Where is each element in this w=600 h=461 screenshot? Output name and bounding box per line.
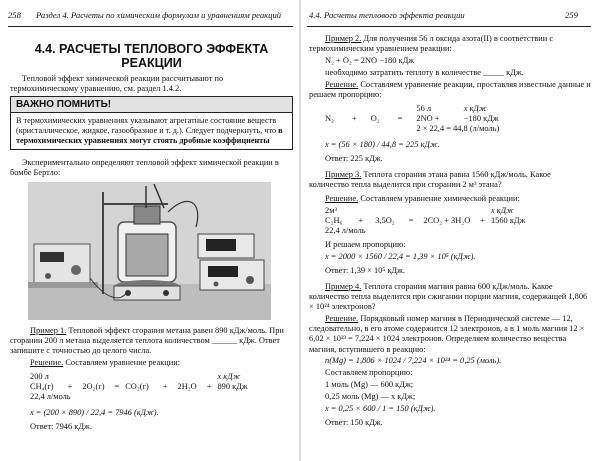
equation-2-mid-row (325, 114, 503, 124)
experiment-paragraph: Экспериментально определяют тепловой эффект химической реакции в бомбе Бертло: (10, 158, 279, 178)
equation-2-top-row (325, 104, 503, 114)
example-2-calculation: x = (56 × 180) / 44,8 = 225 кДж. (325, 140, 440, 149)
eq3-mid-5: + (480, 216, 485, 225)
example-3-label: Пример 3. (325, 170, 362, 179)
eq2-mid-4: 2NO + (416, 114, 440, 123)
equation-1-mid-row (30, 382, 252, 392)
eq3-mid-1: + (358, 216, 364, 225)
example-4-answer: Ответ: 150 кДж. (325, 418, 383, 427)
example-4-paragraph (309, 282, 591, 313)
example-3-paragraph (309, 170, 591, 190)
eq2-mid-2: O₂ (370, 114, 380, 123)
running-header-left: Раздел 4. Расчеты по химическим формулам и уравнениям реакций (36, 10, 282, 20)
section-title-line1: 4.4. РАСЧЕТЫ ТЕПЛОВОГО ЭФФЕКТА (34, 42, 269, 56)
important-note-body (11, 113, 292, 149)
example-1-label: Пример 1. (30, 326, 67, 335)
example-1-text: Тепловой эффект сгорания метана равен 890 кДж/моль. При сгорании 200 л метана выделяется теплота количеством ______ кДж. Ответ запишите с точностью до целого числа. (10, 326, 284, 356)
example-3-proportion: И решаем пропорцию: (325, 240, 406, 249)
eq2-top-0: 56 л (416, 104, 432, 113)
eq1-mid-0: CH₄(г) (30, 382, 54, 391)
example-4-moles: n(Mg) = 1,806 × 1024 / 7,224 × 10²⁴ = 0,25 (моль). (325, 356, 502, 365)
eq1-mid-3: = (114, 382, 120, 391)
left-page (0, 0, 299, 461)
eq2-mid-1: + (351, 114, 357, 123)
eq2-bottom: 2 × 22,4 = 44,8 (л/моль) (416, 124, 500, 133)
eq1-mid-8: 890 кДж (217, 382, 248, 391)
eq1-top-0: 200 л (30, 372, 49, 381)
example-4-proportion-2: 0,25 моль (Mg) — x кДж; (325, 392, 416, 401)
header-rule-left (8, 26, 293, 27)
running-header-right: 4.4. Расчеты теплового эффекта реакции (309, 10, 465, 20)
eq3-mid-3: = (408, 216, 414, 225)
eq3-mid-2: 3,5O₂ (375, 216, 395, 225)
example-2-answer: Ответ: 225 кДж. (325, 154, 383, 163)
example-2-paragraph (309, 34, 591, 54)
solution-label-2: Решение. (325, 80, 359, 89)
equation-3-top-row (325, 206, 529, 216)
example-3-equation (325, 206, 529, 236)
example-1-calculation: x = (200 × 890) / 22,4 = 7946 (кДж). (30, 408, 159, 417)
eq1-mid-2: 2O₂(г) (82, 382, 105, 391)
solution-text-4: Порядковый номер магния в Периодической системе — 12, следовательно, в его атоме содержится 12 электронов, а в 1 моль магния 12 × 6,02 × 10²³ = 7,224 × 1024 электронов. Определяем количество вещества магния, вступившего в реакцию: (309, 314, 585, 354)
important-note-title: ВАЖНО ПОМНИТЬ! (11, 97, 292, 113)
example-4-proportion-title: Составляем пропорцию: (325, 368, 413, 377)
eq3-mid-4: 2CO₂ + 3H₂O (423, 216, 471, 225)
eq1-mid-7: + (206, 382, 212, 391)
berthelot-bomb-photo (28, 182, 271, 320)
eq1-top-x: x кДж (217, 372, 241, 381)
page-number-right: 259 (565, 10, 578, 20)
header-rule-right (307, 26, 591, 27)
solution-text-3: Составляем уравнение химической реакции: (360, 194, 520, 203)
equation-3-mid-row (325, 216, 529, 226)
eq3-top-1: x кДж (490, 206, 514, 215)
section-title (10, 42, 293, 70)
eq2-mid-3: = (397, 114, 403, 123)
eq1-mid-1: + (67, 382, 73, 391)
eq2-mid-5: −180 кДж (463, 114, 499, 123)
eq3-bottom: 22,4 л/моль (325, 226, 366, 235)
example-4-calculation: x = 0,25 × 600 / 1 = 150 (кДж). (325, 404, 436, 413)
eq3-mid-6: 1560 кДж (490, 216, 526, 225)
important-note-box (10, 96, 293, 150)
example-4-label: Пример 4. (325, 282, 362, 291)
equation-3-bottom-row (325, 226, 529, 236)
section-title-line2: РЕАКЦИИ (121, 56, 182, 70)
right-page (301, 0, 600, 461)
solution-text-2: Составляем уравнение реакции, проставляя известные данные и решаем пропорцию: (309, 80, 591, 100)
eq2-top-1: x кДж (463, 104, 487, 113)
eq1-mid-6: 2H₂O (177, 382, 197, 391)
equation-1-top-row (30, 372, 252, 382)
important-note-text: В термохимических уравнениях указывают агрегатные состояние веществ (кристаллическое, жидкое, газообразное и т. д.). Следует подчеркнуть, что (16, 116, 277, 135)
example-2-equation-inline: N₂ + O₂ = 2NO −180 кДж (325, 56, 415, 65)
example-4-solution (309, 314, 591, 355)
equation-2-bottom-row (325, 124, 503, 134)
intro-paragraph: Тепловой эффект химической реакции рассчитывают по термохимическому уравнению, см. раздел 1.4.2. (10, 74, 224, 94)
important-note-bold: в термохимических уравнениях могут стоять дробные коэффициенты (16, 126, 283, 145)
example-2-text: Для получения 56 л оксида азота(II) в соответствии с термохимическим уравнением реакции: (309, 34, 554, 54)
eq3-top-0: 2м³ (325, 206, 337, 215)
solution-label-1: Решение. (30, 358, 64, 367)
equation-1-bottom-row (30, 392, 252, 402)
eq1-mid-4: CO₂(г) (125, 382, 149, 391)
solution-label-3: Решение. (325, 194, 359, 203)
example-3-text: Теплота сгорания этана равна 1560 кДж/моль. Какое количество тепла выделится при сгорании 2 м³ этана? (309, 170, 551, 190)
example-1-answer: Ответ: 7946 кДж. (30, 422, 92, 431)
eq1-bottom: 22,4 л/моль (30, 392, 71, 401)
example-2-equation (325, 104, 503, 134)
eq1-mid-5: + (162, 382, 168, 391)
example-3-calculation: x = 2000 × 1560 / 22,4 = 1,39 × 10⁵ (кДж). (325, 252, 476, 261)
example-2-solution (309, 80, 591, 100)
example-1-paragraph (10, 326, 291, 357)
example-3-solution (325, 194, 591, 204)
example-2-label: Пример 2. (325, 34, 362, 43)
example-2-need: необходимо затратить теплоту в количестве _____ кДж. (325, 68, 524, 77)
solution-text-1: Составляем уравнение реакции: (65, 358, 181, 367)
eq2-mid-0: N₂ (325, 114, 334, 123)
eq3-mid-0: C₂H₆ (325, 216, 343, 225)
example-1-solution (30, 358, 291, 368)
example-1-equation (30, 372, 252, 402)
solution-label-4: Решение. (325, 314, 359, 323)
example-4-proportion-1: 1 моль (Mg) — 600 кДж; (325, 380, 414, 389)
example-4-text: Теплота сгорания магния равна 600 кДж/моль. Какое количество тепла выделится при сжигании порции магния, содержащей 1,806 × 10²⁴ электронов? (309, 282, 588, 312)
berthelot-bomb-illustration (28, 182, 271, 320)
page-number-left: 258 (8, 10, 21, 20)
example-3-answer: Ответ: 1,39 × 10⁵ кДж. (325, 266, 406, 275)
